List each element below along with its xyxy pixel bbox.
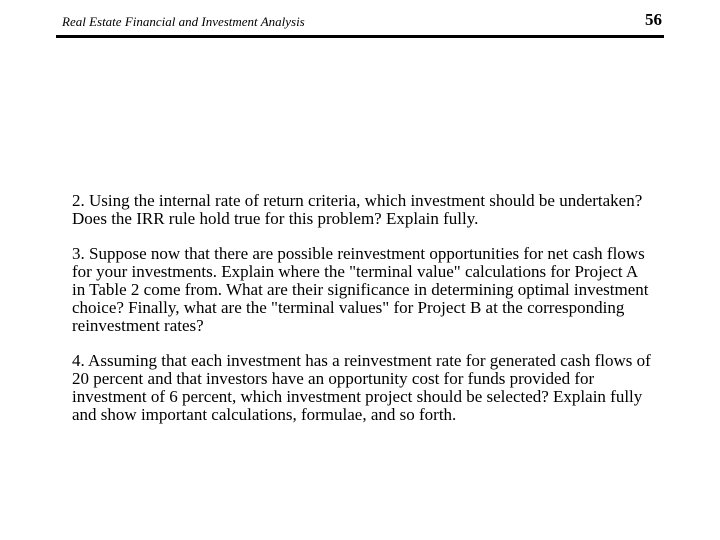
header-divider xyxy=(56,35,664,38)
question-list xyxy=(72,192,652,424)
running-header-title: Real Estate Financial and Investment Analysis xyxy=(62,14,305,29)
question-3: 3. Suppose now that there are possible reinvestment opportunities for net cash flows for your investments. Explain where the "terminal value" calculations for Project A in Table 2 come from. What are their significance in determining optimal investment choice? Finally, what are the "terminal values" for Project B at the corresponding reinvestment rates? xyxy=(72,244,649,335)
question-4: 4. Assuming that each investment has a reinvestment rate for generated cash flows of 20 percent and that investors have an opportunity cost for funds provided for investment of 6 percent, which investment project should be selected? Explain fully and show important calculations, formulae, and so forth. xyxy=(72,351,651,424)
page-number: 56 xyxy=(645,10,662,29)
question-2: 2. Using the internal rate of return criteria, which investment should be undertaken? Does the IRR rule hold true for this problem? Explain fully. xyxy=(72,191,643,228)
